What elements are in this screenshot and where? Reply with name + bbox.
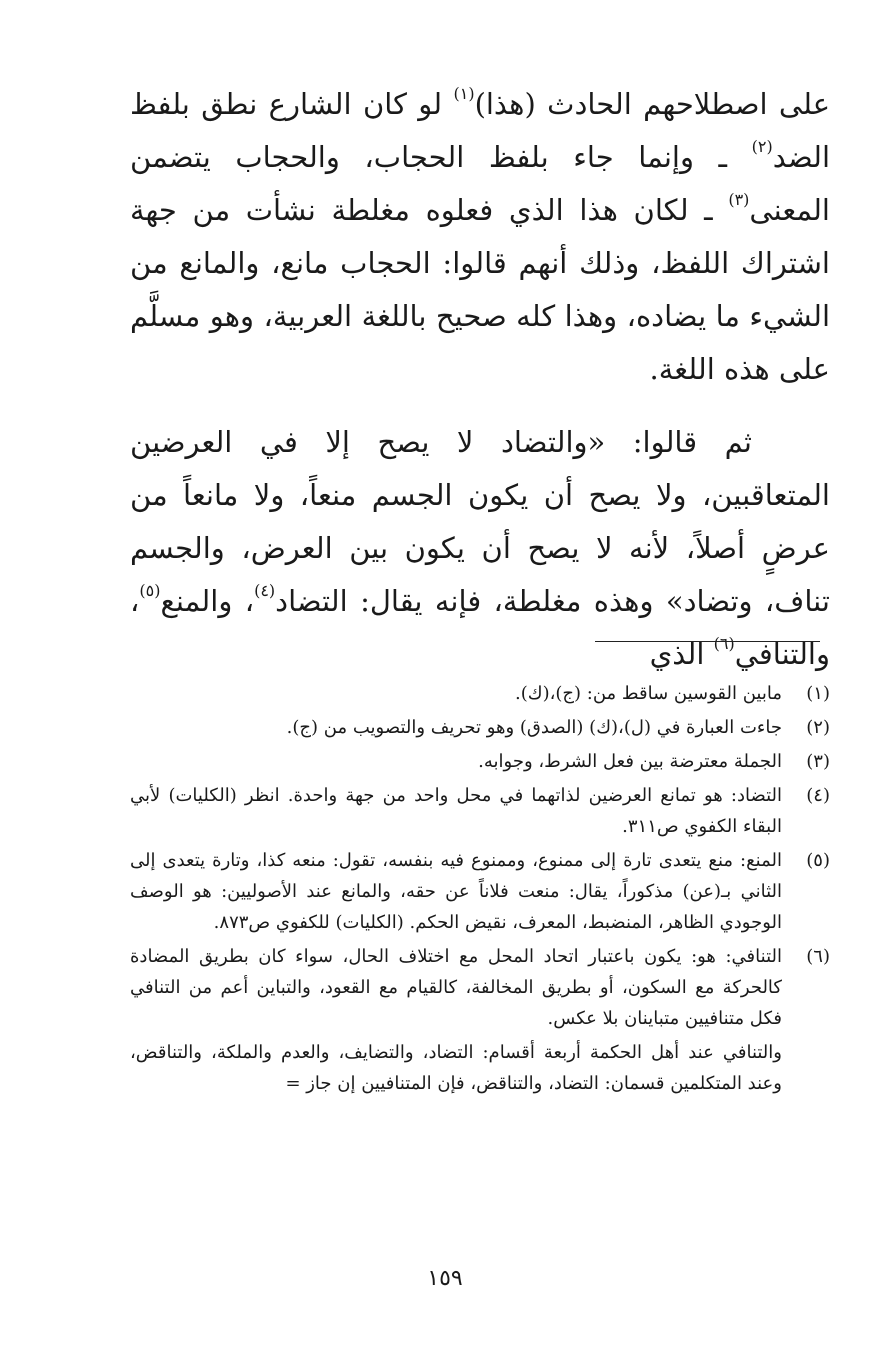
text-run: ، والمنع	[160, 584, 255, 618]
footnote-number: (٣)	[806, 751, 830, 772]
main-text	[130, 78, 830, 681]
text-run: ـ لكان هذا الذي فعلوه مغلطة نشأت من جهة اشتراك اللفظ، وذلك أنهم قالوا: الحجاب مانع، والمانع من الشيء ما يضاده، وهذا كله صحيح باللغة العربية، وهو مسلَّم على هذه اللغة.	[130, 193, 830, 386]
text-run: على اصطلاحهم الحادث (هذا)	[474, 87, 830, 121]
footnote-text: جاءت العبارة في (ل)،(ك) (الصدق) وهو تحريف والتصويب من (ج).	[286, 717, 782, 738]
footnote-item	[130, 780, 830, 842]
footnote-ref-1[interactable]: (١)	[453, 83, 475, 103]
footnote-number: (٦)	[806, 946, 830, 967]
footnote-continuation: والتنافي عند أهل الحكمة أربعة أقسام: التضاد، والتضايف، والعدم والملكة، والتناقض، وعند المتكلمين قسمان: التضاد، والتناقض، فإن المتنافيين إن جاز =	[130, 1042, 782, 1094]
page-number: ١٥٩	[427, 1266, 463, 1291]
footnote-text: الجملة معترضة بين فعل الشرط، وجوابه.	[478, 751, 782, 772]
footnote-number: (٤)	[806, 785, 830, 806]
footnote-divider	[595, 641, 820, 642]
footnote-ref-4[interactable]: (٤)	[254, 580, 276, 600]
footnote-item	[130, 941, 830, 1034]
footnote-ref-2[interactable]: (٢)	[751, 136, 773, 156]
text-run: ، والتنافي	[130, 584, 830, 671]
footnote-number: (٥)	[806, 850, 830, 871]
text-run: ـ وإنما جاء بلفظ الحجاب، والحجاب يتضمن المعنى	[130, 140, 830, 227]
text-run: لو كان الشارع نطق بلفظ الضد	[130, 87, 830, 174]
footnote-text: مابين القوسين ساقط من: (ج)،(ك).	[514, 683, 782, 704]
text-run: الذي	[649, 637, 714, 671]
footnote-ref-5[interactable]: (٥)	[139, 580, 161, 600]
footnote-number: (٢)	[806, 717, 830, 738]
footnote-item	[130, 845, 830, 938]
footnote-text: التضاد: هو تمانع العرضين لذاتهما في محل واحد من جهة واحدة. انظر (الكليات) لأبي البقاء الكفوي ص٣١١.	[130, 785, 782, 837]
footnote-item	[130, 712, 830, 743]
footnote-text: المنع: منع يتعدى تارة إلى ممنوع، وممنوع فيه بنفسه، تقول: منعه كذا، وتارة يتعدى إلى الثاني بـ(عن) مذكوراً، يقال: منعت فلاناً عن حقه، والمانع عند الأصوليين: هو الوصف الوجودي الظاهر، المنضبط، المعرف، نقيض الحكم. (الكليات) للكفوي ص٨٧٣.	[130, 850, 782, 933]
footnote-text: التنافي: هو: يكون باعتبار اتحاد المحل مع اختلاف الحال، سواء كان بطريق المضادة كالحركة مع السكون، أو بطريق المخالفة، كالقيام مع القعود، والتباين أعم من التنافي فكل متنافيين متباينان بلا عكس.	[130, 946, 782, 1029]
footnotes	[130, 678, 830, 1099]
paragraph-1	[130, 78, 830, 396]
text-run: ثم قالوا: «والتضاد لا يصح إلا في العرضين المتعاقبين، ولا يصح أن يكون الجسم منعاً، ولا مانعاً من عرضٍ أصلاً، لأنه لا يصح أن يكون بين العرض، والجسم تناف، وتضاد» وهذه مغلطة، فإنه يقال: التضاد	[130, 425, 830, 618]
footnote-number: (١)	[806, 683, 830, 704]
footnote-item	[130, 746, 830, 777]
footnote-ref-3[interactable]: (٣)	[728, 189, 750, 209]
footnote-item	[130, 678, 830, 709]
footnote-ref-6[interactable]: (٦)	[713, 633, 735, 653]
